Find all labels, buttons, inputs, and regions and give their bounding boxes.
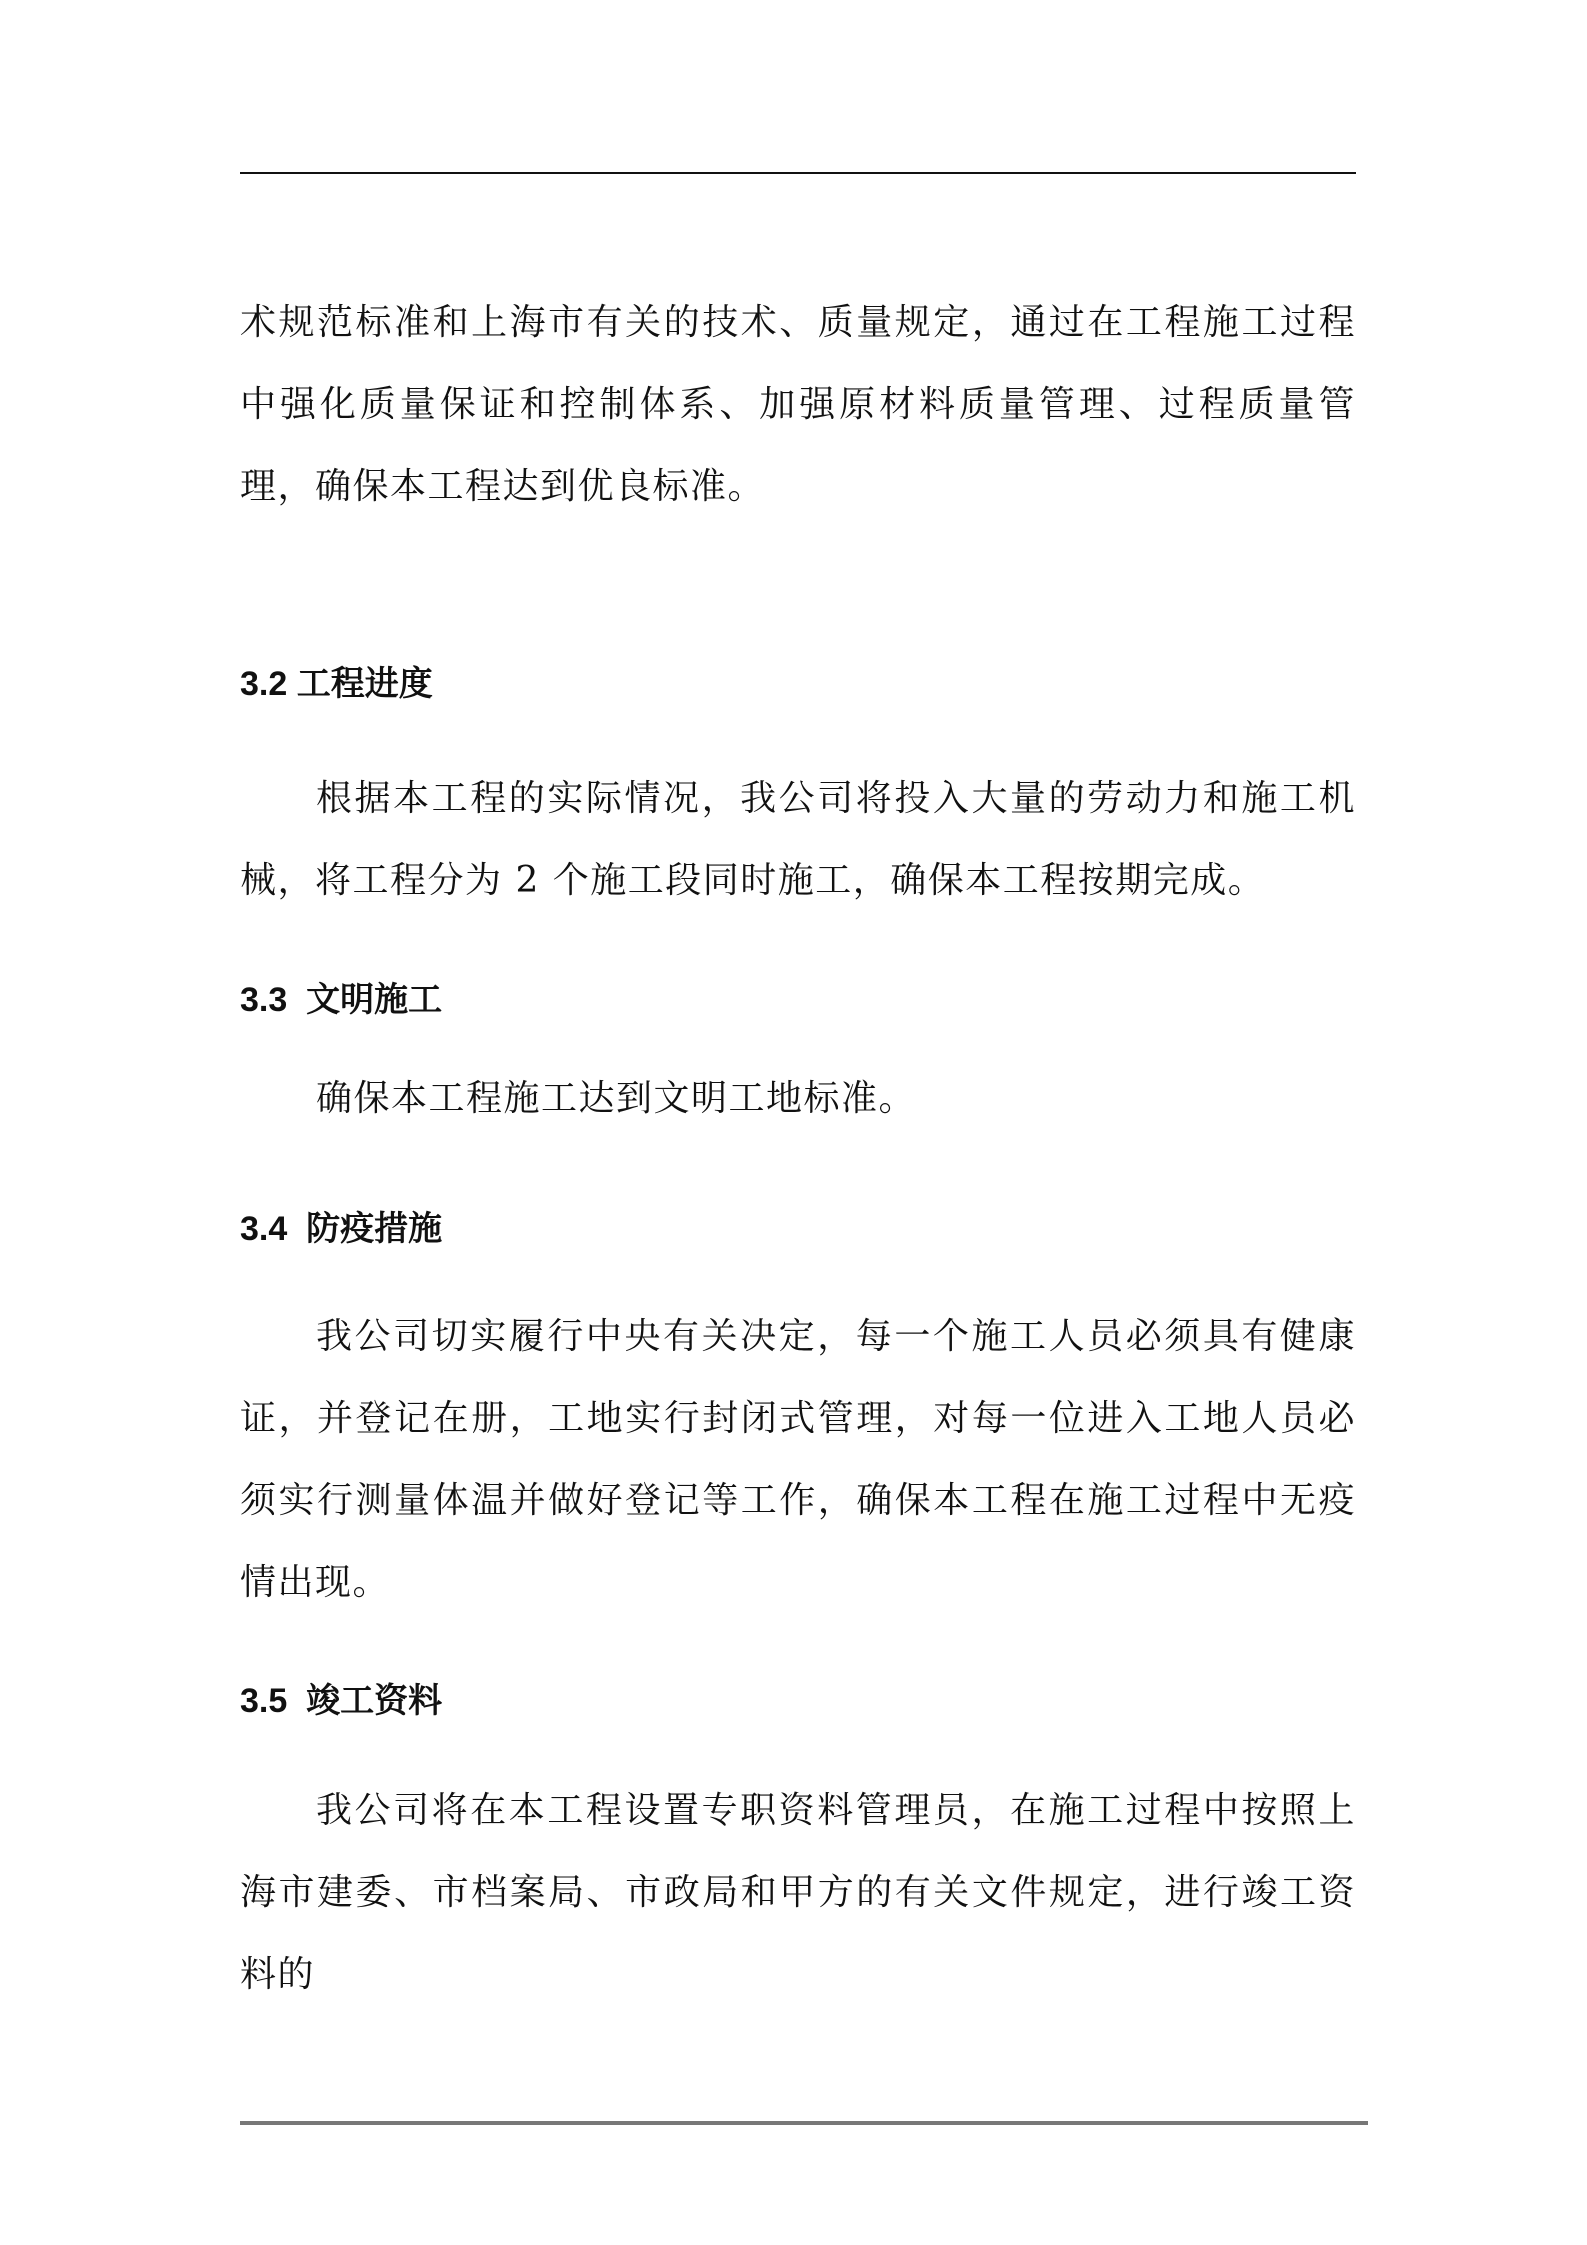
paragraph-schedule: 根据本工程的实际情况，我公司将投入大量的劳动力和施工机械，将工程分为 2 个施工段同时施工，确保本工程按期完成。 bbox=[240, 778, 1356, 901]
paragraph-completion-documents: 我公司将在本工程设置专职资料管理员，在施工过程中按照上海市建委、市档案局、市政局和甲方的有关文件规定，进行竣工资料的 bbox=[240, 1790, 1356, 1995]
paragraph-civilized-construction: 确保本工程施工达到文明工地标准。 bbox=[316, 1078, 917, 1119]
heading-3-2-schedule: 3.2 工程进度 bbox=[240, 665, 433, 703]
paragraph-quality-continued: 术规范标准和上海市有关的技术、质量规定，通过在工程施工过程中强化质量保证和控制体系、加强原材料质量管理、过程质量管理，确保本工程达到优良标准。 bbox=[240, 302, 1356, 507]
heading-3-4-epidemic-prevention: 3.4 防疫措施 bbox=[240, 1210, 443, 1248]
heading-3-5-completion-documents: 3.5 竣工资料 bbox=[240, 1682, 443, 1720]
header-rule bbox=[240, 172, 1356, 174]
paragraph-epidemic-prevention: 我公司切实履行中央有关决定，每一个施工人员必须具有健康证，并登记在册，工地实行封闭式管理，对每一位进入工地人员必须实行测量体温并做好登记等工作，确保本工程在施工过程中无疫情出现。 bbox=[240, 1316, 1356, 1603]
heading-3-3-civilized-construction: 3.3 文明施工 bbox=[240, 981, 443, 1019]
footer-rule bbox=[240, 2121, 1368, 2125]
